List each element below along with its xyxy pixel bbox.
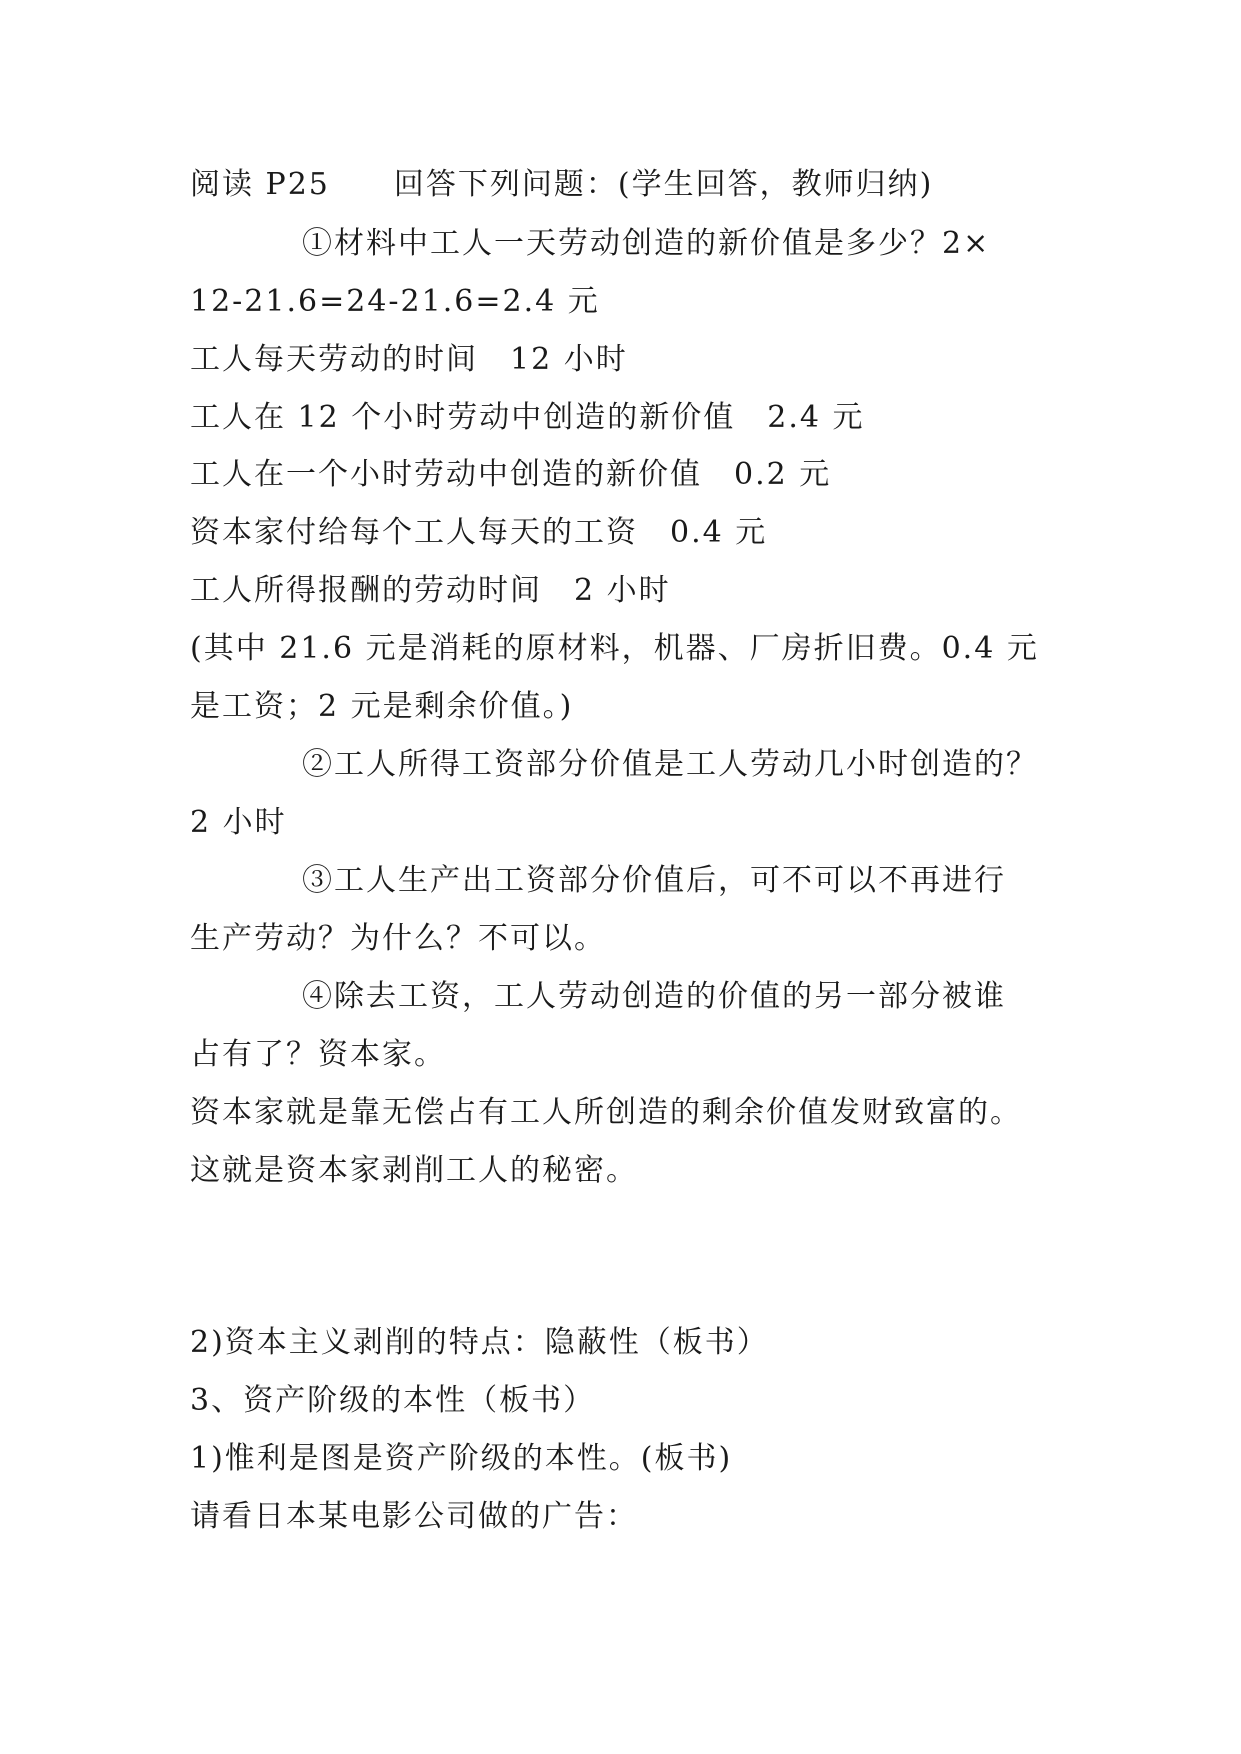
breakdown-line-2: 是工资；2 元是剩余价值。) [190,689,574,724]
question-3-line-2: 生产劳动？为什么？不可以。 [190,921,606,956]
calculation-line: 12-21.6=24-21.6=2.4 元 [190,284,600,319]
paid-labor-time-line: 工人所得报酬的劳动时间 2 小时 [190,573,671,608]
conclusion-line-2: 这就是资本家剥削工人的秘密。 [190,1153,638,1188]
section-exploitation-feature: 2)资本主义剥削的特点：隐蔽性（板书） [190,1325,769,1360]
section-bourgeoisie-nature: 3、资产阶级的本性（板书） [190,1383,596,1418]
breakdown-line-1: (其中 21.6 元是消耗的原材料，机器、厂房折旧费。0.4 元 [190,631,1039,666]
advertisement-intro: 请看日本某电影公司做的广告： [190,1499,638,1534]
question-2: ②工人所得工资部分价值是工人劳动几小时创造的？ [302,747,1038,782]
work-hours-line: 工人每天劳动的时间 12 小时 [190,342,628,377]
conclusion-line-1: 资本家就是靠无偿占有工人所创造的剩余价值发财致富的。 [190,1095,1022,1130]
question-3-line-1: ③工人生产出工资部分价值后，可不可以不再进行 [302,863,1006,898]
question-4-line-2: 占有了？资本家。 [190,1037,446,1072]
reading-instruction: 阅读 P25 回答下列问题：(学生回答，教师归纳) [190,167,934,202]
question-4-line-1: ④除去工资，工人劳动创造的价值的另一部分被谁 [302,979,1006,1014]
new-value-1h-line: 工人在一个小时劳动中创造的新价值 0.2 元 [190,457,832,492]
new-value-12h-line: 工人在 12 个小时劳动中创造的新价值 2.4 元 [190,400,865,435]
wage-line: 资本家付给每个工人每天的工资 0.4 元 [190,515,768,550]
answer-2: 2 小时 [190,805,287,840]
section-profit-nature: 1)惟利是图是资产阶级的本性。(板书) [190,1441,733,1476]
question-1: ①材料中工人一天劳动创造的新价值是多少？2× [302,226,991,261]
